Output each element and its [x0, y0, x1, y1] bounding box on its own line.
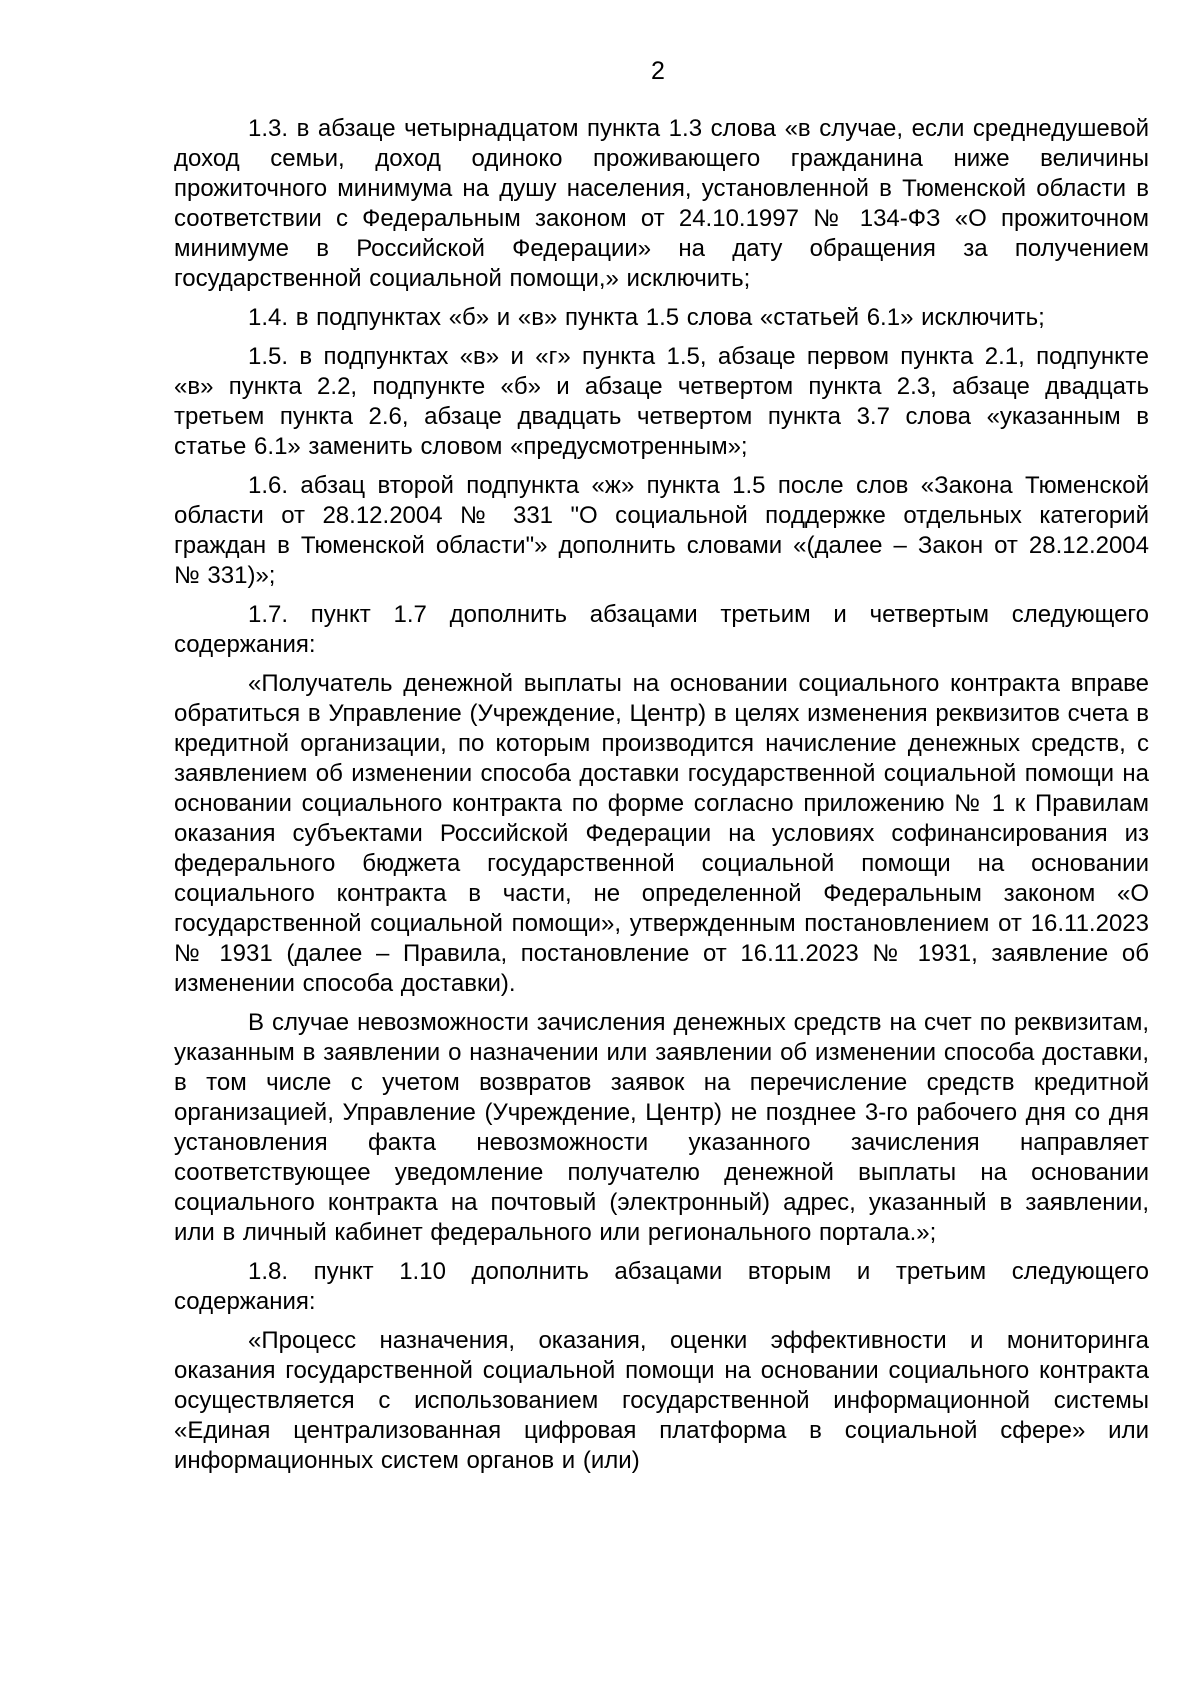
paragraph-quote-process: «Процесс назначения, оказания, оценки эффективности и мониторинга оказания государственной социальной помощи на основании социального контракта осуществляется с использованием государственной информационной системы «Единая централизованная цифровая платформа в социальной сфере» или информационных систем органов и (или): [174, 1327, 1149, 1474]
paragraph-impossibility-case: В случае невозможности зачисления денежных средств на счет по реквизитам, указанным в заявлении о назначении или заявлении об изменении способа доставки, в том числе с учетом возвратов заявок на перечисление средств кредитной организацией, Управление (Учреждение, Центр) не позднее 3-го рабочего дня со дня установления факта невозможности указанного зачисления направляет соответствующее уведомление получателю денежной выплаты на основании социального контракта на почтовый (электронный) адрес, указанный в заявлении, или в личный кабинет федерального или регионального портала.»;: [174, 1009, 1149, 1246]
paragraph-1-7: 1.7. пункт 1.7 дополнить абзацами третьим и четвертым следующего содержания:: [174, 601, 1149, 658]
paragraph-1-3: 1.3. в абзаце четырнадцатом пункта 1.3 слова «в случае, если среднедушевой доход семьи, доход одиноко проживающего гражданина ниже величины прожиточного минимума на душу населения, установленной в Тюменской области в соответствии с Федеральным законом от 24.10.1997 № 134-ФЗ «О прожиточном минимуме в Российской Федерации» на дату обращения за получением государственной социальной помощи,» исключить;: [174, 115, 1149, 292]
paragraph-1-6: 1.6. абзац второй подпункта «ж» пункта 1.5 после слов «Закона Тюменской области от 28.12.2004 № 331 "О социальной поддержке отдельных категорий граждан в Тюменской области"» дополнить словами «(далее – Закон от 28.12.2004 № 331)»;: [174, 472, 1149, 589]
document-body: [174, 114, 1149, 1485]
paragraph-1-5: 1.5. в подпунктах «в» и «г» пункта 1.5, абзаце первом пункта 2.1, подпункте «в» пункта 2.2, подпункте «б» и абзаце четвертом пункта 2.3, абзаце двадцать третьем пункта 2.6, абзаце двадцать четвертом пункта 3.7 слова «указанным в статье 6.1» заменить словом «предусмотренным»;: [174, 343, 1149, 460]
paragraph-quote-recipient: «Получатель денежной выплаты на основании социального контракта вправе обратиться в Управление (Учреждение, Центр) в целях изменения реквизитов счета в кредитной организации, по которым производится начисление денежных средств, с заявлением об изменении способа доставки государственной социальной помощи на основании социального контракта по форме согласно приложению № 1 к Правилам оказания субъектами Российской Федерации на условиях софинансирования из федерального бюджета государственной социальной помощи на основании социального контракта в части, не определенной Федеральным законом «О государственной социальной помощи», утвержденным постановлением от 16.11.2023 № 1931 (далее – Правила, постановление от 16.11.2023 № 1931, заявление об изменении способа доставки).: [174, 670, 1149, 997]
page-number: 2: [651, 57, 665, 85]
paragraph-1-8: 1.8. пункт 1.10 дополнить абзацами вторым и третьим следующего содержания:: [174, 1258, 1149, 1315]
paragraph-1-4: 1.4. в подпунктах «б» и «в» пункта 1.5 слова «статьей 6.1» исключить;: [248, 304, 1045, 331]
